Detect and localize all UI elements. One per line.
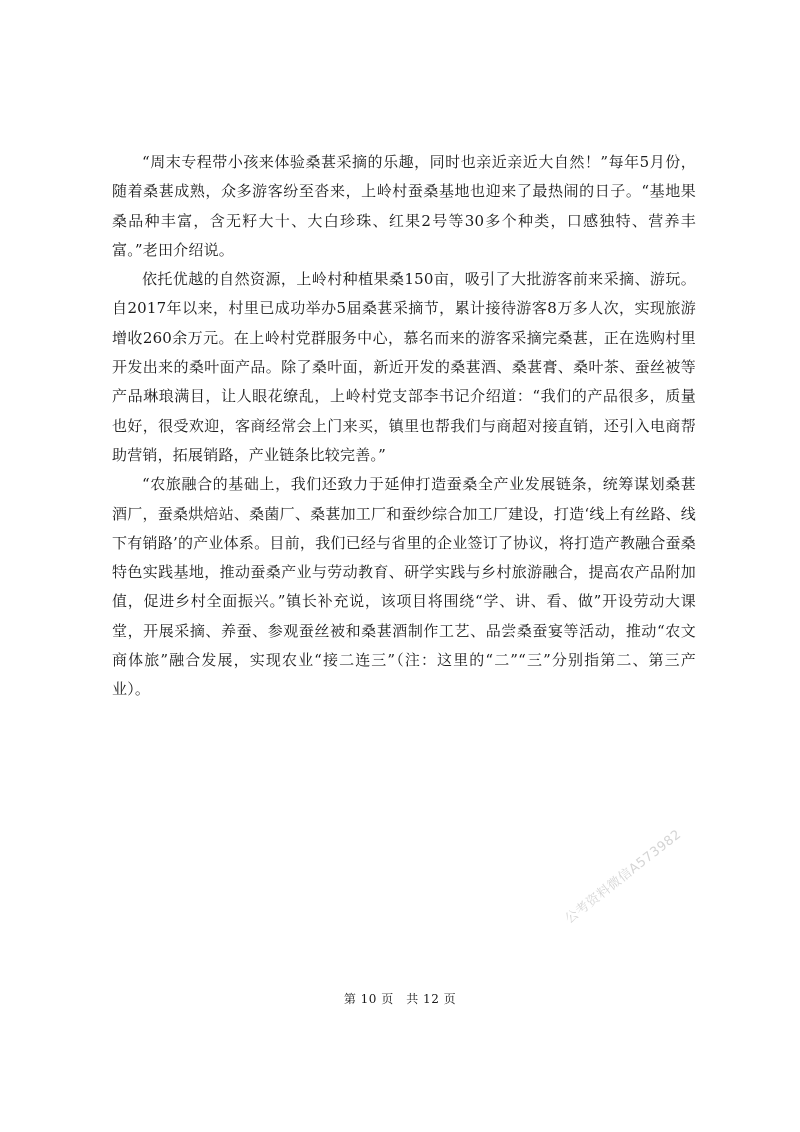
- paragraph-2: 依托优越的自然资源，上岭村种植果桑150亩，吸引了大批游客前来采摘、游玩。自2017年以来，村里已成功举办5届桑葚采摘节，累计接待游客8万多人次，实现旅游增收260余万元。在上岭村党群服务中心，慕名而来的游客采摘完桑葚，正在选购村里开发出来的桑叶面产品。除了桑叶面，新近开发的桑葚酒、桑葚膏、桑叶茶、蚕丝被等产品琳琅满目，让人眼花缭乱，上岭村党支部李书记介绍道：“我们的产品很多，质量也好，很受欢迎，客商经常会上门来买，镇里也帮我们与商超对接直销，还引入电商帮助营销，拓展销路，产业链条比较完善。”: [112, 270, 696, 464]
- watermark-text: 公考资料微信A573982: [562, 827, 685, 927]
- paragraph-1: “周末专程带小孩来体验桑葚采摘的乐趣，同时也亲近亲近大自然！”每年5月份，随着桑葚成熟，众多游客纷至沓来，上岭村蚕桑基地也迎来了最热闹的日子。“基地果桑品种丰富，含无籽大十、大白珍珠、红果2号等30多个种类，口感独特、营养丰富。”老田介绍说。: [112, 153, 696, 259]
- paragraph-3: “农旅融合的基础上，我们还致力于延伸打造蚕桑全产业发展链条，统筹谋划桑葚酒厂，蚕桑烘焙站、桑菌厂、桑葚加工厂和蚕纱综合加工厂建设，打造‘线上有丝路、线下有销路’的产业体系。目前，我们已经与省里的企业签订了协议，将打造产教融合蚕桑特色实践基地，推动蚕桑产业与劳动教育、研学实践与乡村旅游融合，提高农产品附加值，促进乡村全面振兴。”镇长补充说，该项目将围绕“学、讲、看、做”开设劳动大课堂，开展采摘、养蚕、参观蚕丝被和桑葚酒制作工艺、品尝桑蚕宴等活动，推动“农文商体旅”融合发展，实现农业“接二连三”（注：这里的“二”“三”分别指第二、第三产业）。: [112, 475, 696, 699]
- article-body: [112, 148, 696, 705]
- page-footer: 第 10 页 共 12 页: [343, 992, 457, 1006]
